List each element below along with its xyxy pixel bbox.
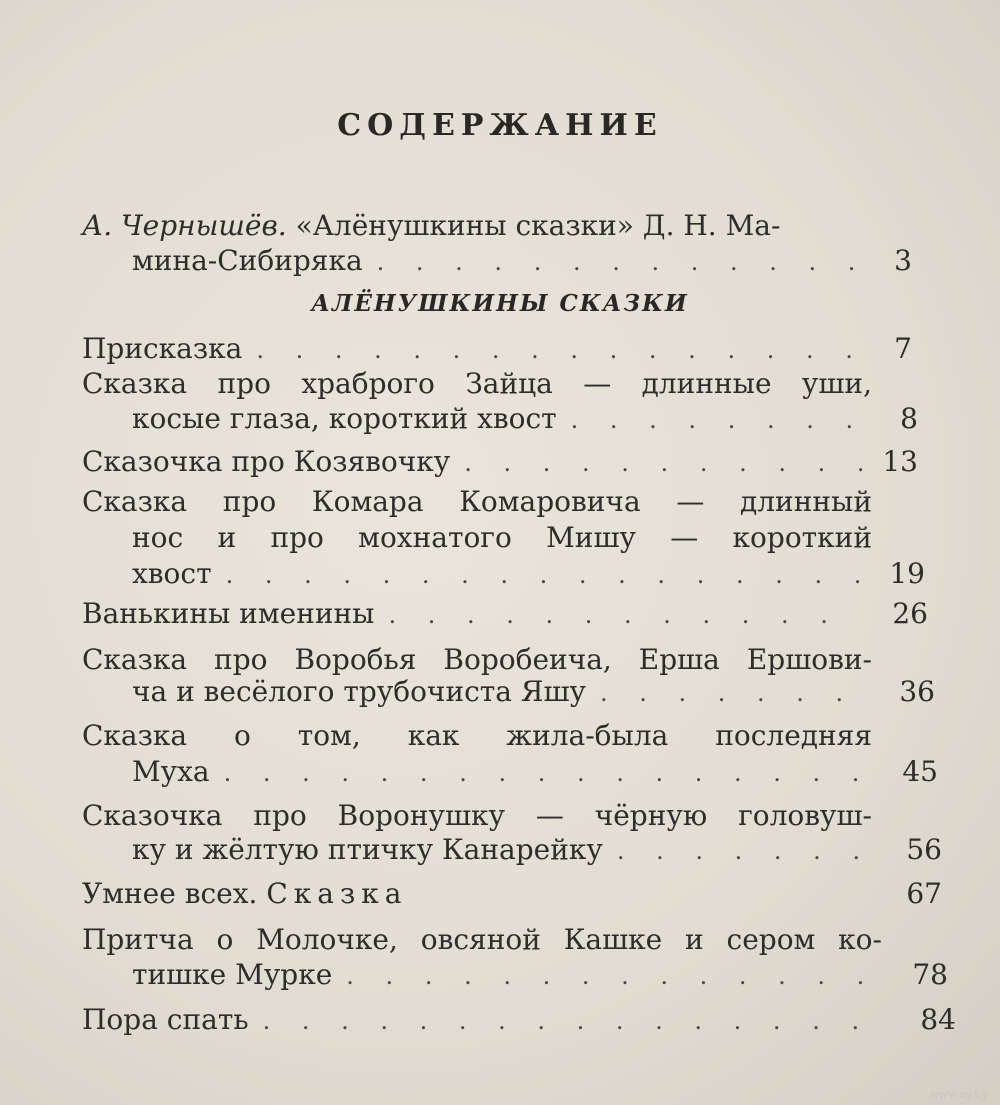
- toc-entry: Притча о Молочке, овсяной Кашке и сером ко-: [82, 923, 882, 956]
- entry-title-spaced: Сказка: [266, 877, 408, 910]
- dot-leader: [226, 555, 862, 595]
- toc-entry-cont: [132, 554, 872, 594]
- entry-title: Ванькины именины: [82, 597, 375, 630]
- page-number: 36: [899, 675, 935, 708]
- toc-entry: [82, 874, 872, 914]
- toc-entry: [82, 594, 872, 634]
- entry-title: Муха: [132, 755, 210, 788]
- entry-title: Сказочка про Козявочку: [82, 445, 451, 478]
- dot-leader: [464, 443, 862, 483]
- toc-entry: [82, 1000, 892, 1040]
- toc-entry-cont: [132, 399, 872, 439]
- page-number: 26: [892, 597, 928, 630]
- dot-leader: [377, 242, 862, 282]
- dot-leader: [263, 1001, 882, 1041]
- page-number: 19: [889, 557, 925, 590]
- toc-entry: Сказка о том, как жила-была последняя: [82, 719, 872, 752]
- dot-leader: [617, 831, 862, 871]
- toc-entry: Сказка про Комара Комаровича — длинный: [82, 485, 872, 518]
- toc-entry-cont: нос и про мохнатого Мишу — короткий: [132, 521, 872, 554]
- page-number: 56: [906, 833, 942, 866]
- page-number: 7: [894, 332, 912, 365]
- page-number: 78: [912, 958, 948, 991]
- entry-title: хвост: [132, 557, 212, 590]
- toc-title: СОДЕРЖАНИЕ: [337, 108, 663, 143]
- entry-title: ча и весёлого трубочиста Яшу: [132, 675, 586, 708]
- intro-line-1: [82, 206, 872, 246]
- toc-entry: Сказка про Воробья Воробеича, Ерша Ершови-: [82, 643, 872, 676]
- section-title: АЛЁНУШКИНЫ СКАЗКИ: [311, 290, 689, 317]
- intro-author: А. Чернышёв.: [82, 209, 287, 242]
- intro-line-2: [132, 241, 872, 281]
- page-number: 67: [906, 877, 942, 910]
- page-number: 3: [894, 244, 912, 277]
- toc-entry-cont: [132, 752, 872, 792]
- entry-title: Присказка: [82, 332, 243, 365]
- page-number: 13: [882, 445, 918, 478]
- entry-title: тишке Мурке: [132, 958, 333, 991]
- toc-entry-cont: [132, 672, 872, 712]
- toc-entry: [82, 442, 872, 482]
- toc-entry: Сказка про храброго Зайца — длинные уши,: [82, 367, 872, 400]
- page-number: 45: [902, 755, 938, 788]
- entry-title: Пора спать: [82, 1003, 249, 1036]
- intro-title: «Алёнушкины сказки» Д. Н. Ма-: [295, 209, 781, 242]
- dot-leader: [346, 956, 872, 996]
- entry-title: Умнее всех.: [82, 877, 267, 910]
- toc-entry-cont: [132, 955, 882, 995]
- toc-entry: Сказочка про Воронушку — чёрную головуш-: [82, 799, 872, 832]
- dot-leader: [600, 673, 862, 713]
- watermark: www.ay.by: [929, 1088, 988, 1101]
- dot-leader: [224, 753, 862, 793]
- entry-title: ку и жёлтую птичку Канарейку: [132, 833, 603, 866]
- page-number: 84: [920, 1003, 956, 1036]
- toc-entry: [82, 329, 872, 369]
- toc-entry-cont: [132, 830, 872, 870]
- dot-leader: [571, 400, 862, 440]
- entry-title: косые глаза, короткий хвост: [132, 402, 557, 435]
- dot-leader: [388, 595, 862, 635]
- page-number: 8: [900, 402, 918, 435]
- intro-title-cont: мина-Сибиряка: [132, 244, 363, 277]
